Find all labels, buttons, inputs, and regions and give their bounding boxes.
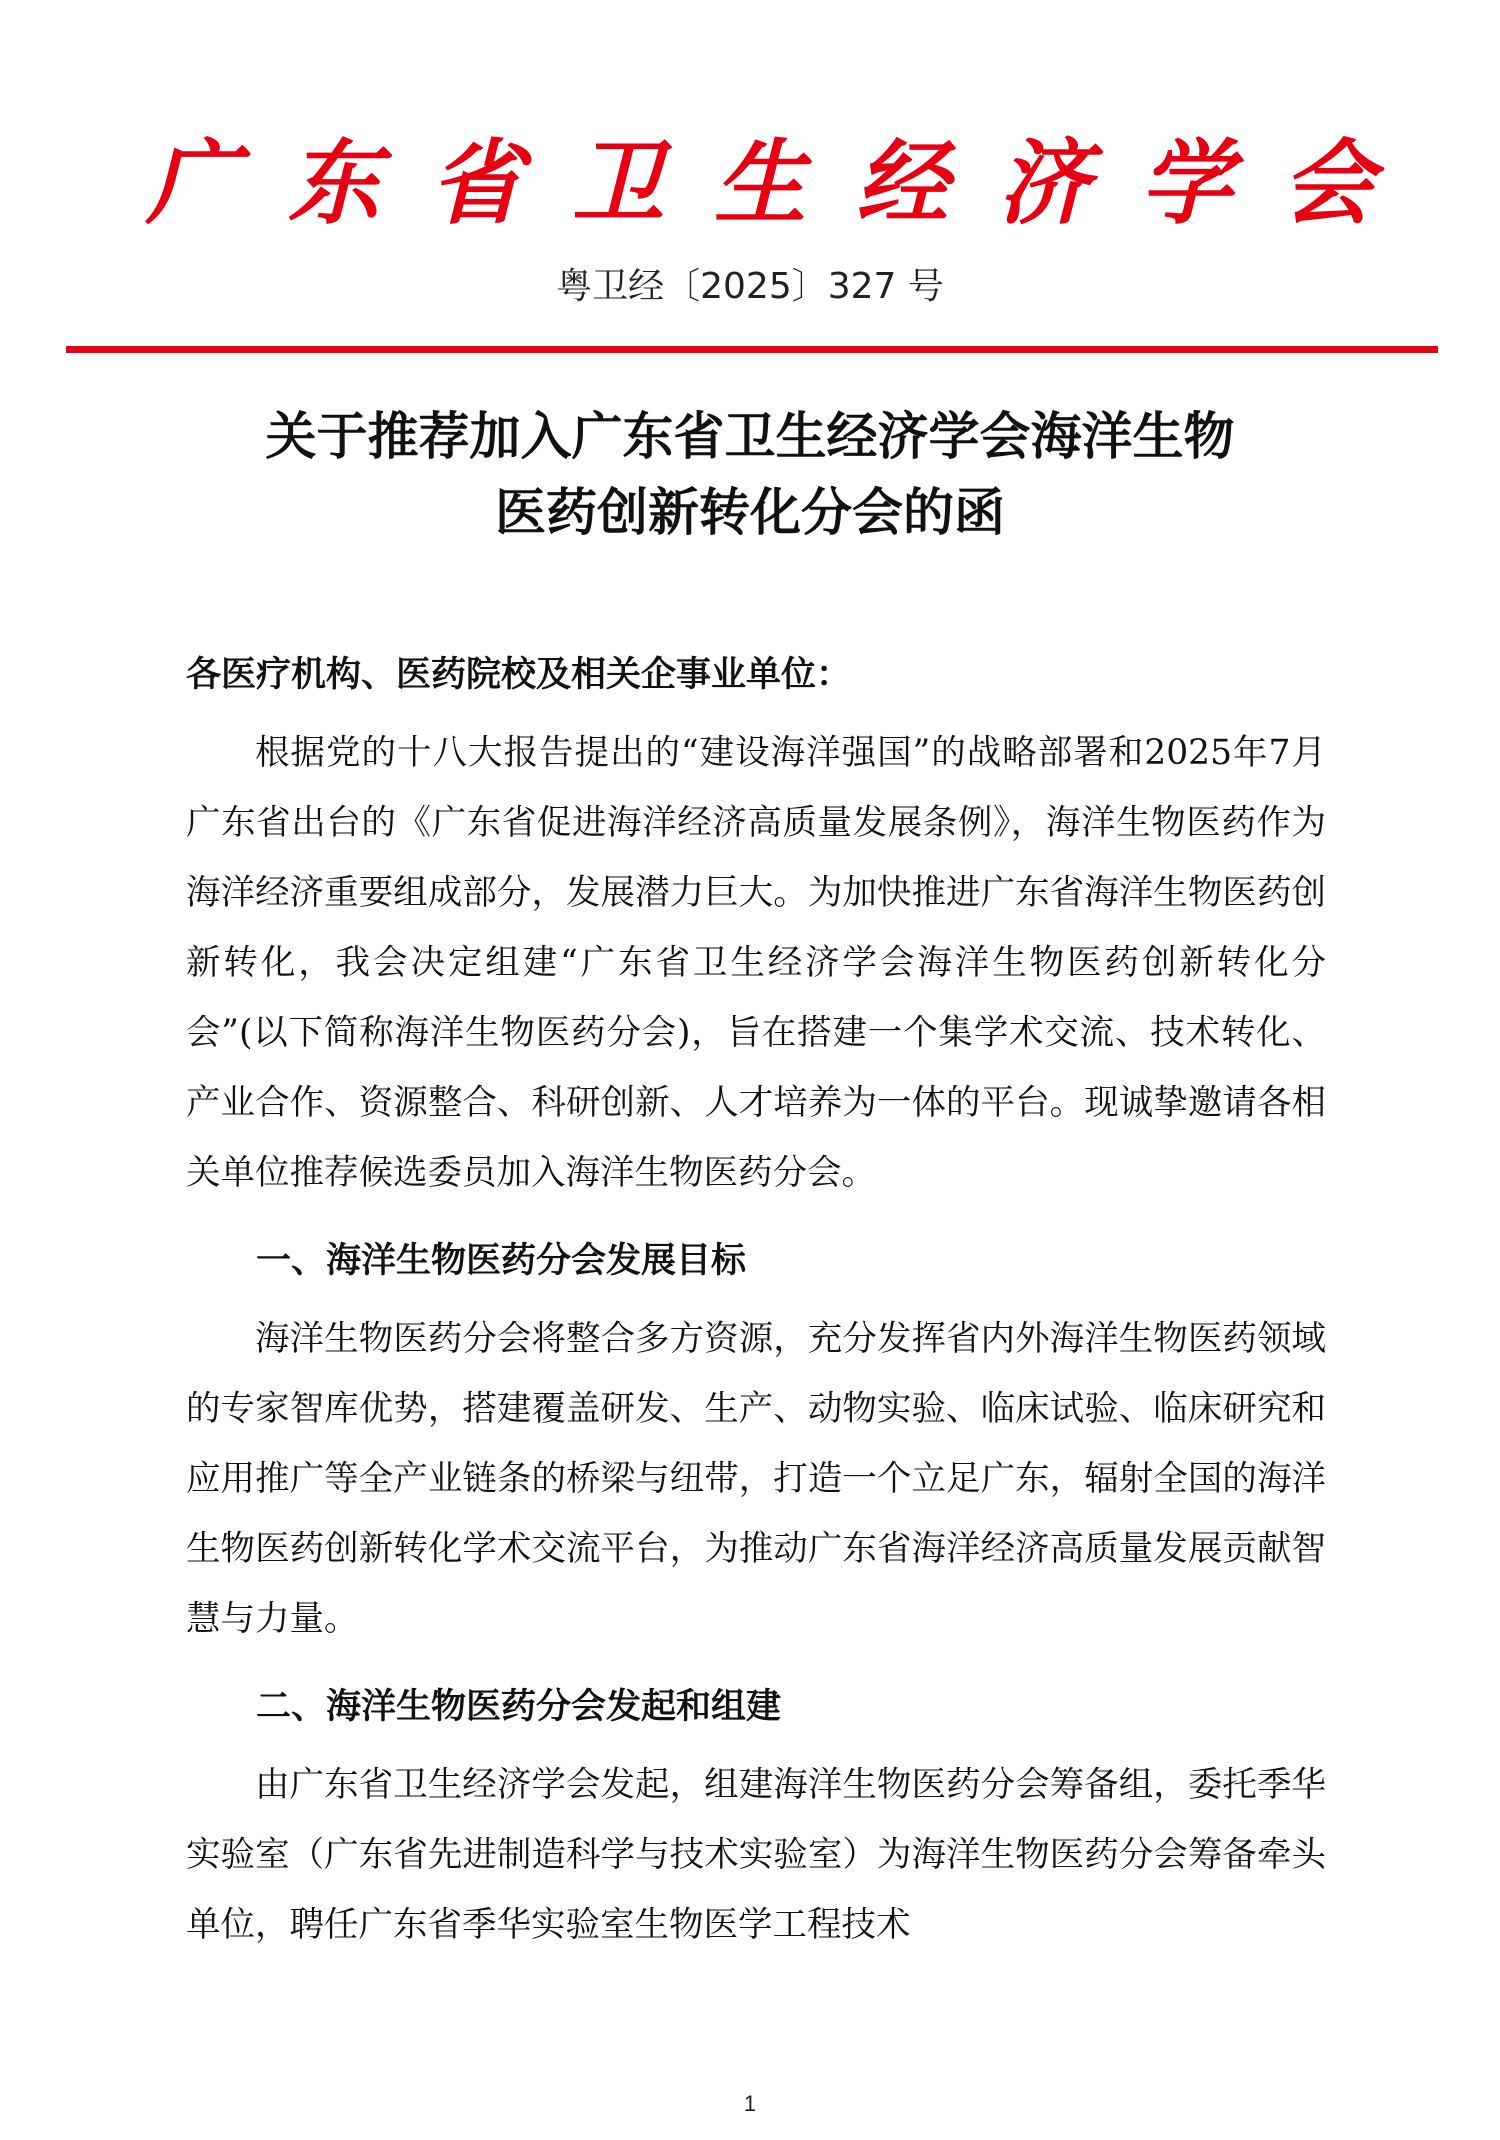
section-heading-founding: 二、海洋生物医药分会发起和组建 — [256, 1687, 782, 1727]
page-number: 1 — [743, 2091, 757, 2116]
document-number: 粤卫经〔2025〕327 号 — [556, 266, 944, 307]
section-text-goals: 海洋生物医药分会将整合多方资源，充分发挥省内外海洋生物医药领域的专家智库优势，搭建覆盖研发、生产、动物实验、临床试验、临床研究和应用推广等全产业链条的桥梁与纽带，打造一个立足广东，辐射全国的海洋生物医药创新转化学术交流平台，为推动广东省海洋经济高质量发展贡献智慧与力量。 — [186, 1319, 1326, 1639]
salutation: 各医疗机构、医药院校及相关企事业单位： — [186, 655, 852, 695]
letter-body — [186, 640, 1326, 1960]
section-heading-goals: 一、海洋生物医药分会发展目标 — [256, 1241, 747, 1281]
letter-title-line-2: 医药创新转化分会的函 — [494, 484, 1005, 543]
section-text-founding: 由广东省卫生经济学会发起，组建海洋生物医药分会筹备组，委托季华实验室（广东省先进制造科学与技术实验室）为海洋生物医药分会筹备牵头单位，聘任广东省季华实验室生物医学工程技术 — [186, 1765, 1326, 1945]
letter-title — [80, 400, 1420, 552]
letter-title-line-1: 关于推荐加入广东省卫生经济学会海洋生物 — [265, 408, 1235, 467]
organization-header: 广东省卫生经济学会 — [145, 129, 1424, 237]
red-divider — [66, 346, 1438, 353]
intro-paragraph: 根据党的十八大报告提出的“建设海洋强国”的战略部署和2025年7月广东省出台的《广东省促进海洋经济高质量发展条例》，海洋生物医药作为海洋经济重要组成部分，发展潜力巨大。为加快推进广东省海洋生物医药创新转化，我会决定组建“广东省卫生经济学会海洋生物医药创新转化分会”(以下简称海洋生物医药分会)，旨在搭建一个集学术交流、技术转化、产业合作、资源整合、科研创新、人才培养为一体的平台。现诚挚邀请各相关单位推荐候选委员加入海洋生物医药分会。 — [186, 733, 1326, 1193]
